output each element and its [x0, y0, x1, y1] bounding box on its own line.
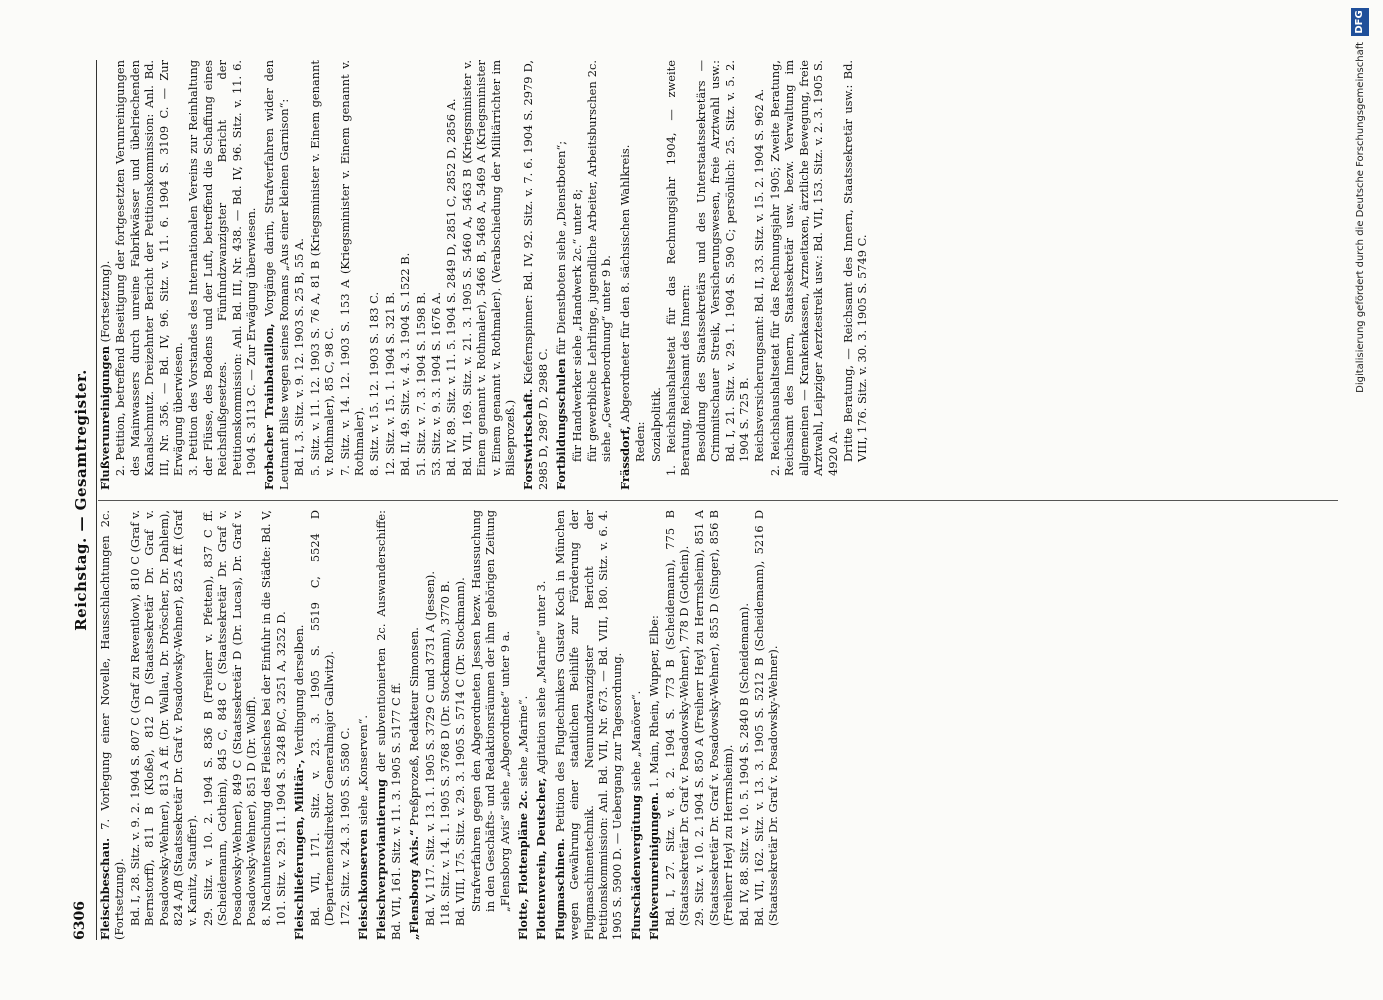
page-header: [70, 60, 97, 940]
entry-line: [292, 510, 306, 940]
entry-text: Bd. II, 49. Sitz. v. 4. 3. 1904 S. 1522 B.: [398, 252, 413, 476]
entry-line: [752, 60, 766, 490]
entry-text: Bd. VIII, 175. Sitz. v. 29. 3. 1905 S. 5714 C (Dr. Stockmann).: [453, 577, 468, 926]
entry-line: [737, 510, 751, 940]
entry-text: Bd. VII, 169. Sitz. v. 21. 3. 1905 S. 5460 A, 5463 B (Kriegsminister v. Einem genannt v. Rothmaler), 5466 B, 5468 A, 5469 A (Kriegsminister v. Einem genannt v. Rothmaler). (Verabschiedung der Militärrichter im Bilseprozeß.): [459, 60, 517, 476]
register-entry: [292, 510, 352, 940]
entry-text: siehe „Manöver“.: [628, 690, 643, 792]
entry-text: 8. Nachuntersuchung des Fleisches bei der Einfuhr in die Städte: Bd. V, 101. Sitz. v. 29. 11. 1904 S. 3248 B/C, 3251 A, 3252 D.: [259, 510, 288, 926]
entry-text: Bd. IV, 88. Sitz. v. 10. 5. 1904 S. 2840 B (Scheidemann).: [736, 603, 751, 926]
entry-line: [407, 510, 421, 940]
entry-line: [414, 60, 428, 490]
entry-heading: Flottenverein, Deutscher,: [534, 777, 549, 940]
entry-line: [367, 60, 381, 490]
entry-heading: Forbacher Trainbataillon,: [262, 323, 277, 490]
entry-heading: Fleischlieferungen, Militär-,: [292, 759, 307, 940]
left-column: [98, 510, 1338, 940]
entry-text: Sozialpolitik.: [648, 387, 663, 462]
register-entry: [521, 60, 550, 490]
entry-line: [383, 60, 397, 490]
entry-text: 29. Sitz. v. 10. 2. 1904 S. 850 A (Freiherr Heyl zu Herrnsheim), 851 A (Staatssekretär Dr. Graf v. Posadowsky-Wehner), 855 D (Singer), 856 B (Freiherr Heyl zu Herrnsheim).: [692, 510, 736, 926]
register-entry: [629, 510, 643, 940]
entry-text: Bd. VII, 162. Sitz. v. 13. 3. 1905 S. 5212 B (Scheidemann), 5216 D (Staatssekretär Dr. Graf v. Posadowsky-Wehner).: [752, 510, 781, 926]
entry-text: 5. Sitz. v. 11. 12. 1903 S. 76 A, 81 B (Kriegsminister v. Einem genannt v. Rothmaler), 85 C, 98 C.: [307, 60, 337, 476]
entry-heading: Flußverunreinigungen.: [647, 792, 662, 940]
register-entry: [554, 60, 614, 490]
entry-text: für Handwerker siehe „Handwerk 2c.“ unter 8;: [569, 188, 584, 462]
register-columns: [98, 60, 1338, 940]
register-entry: [98, 60, 258, 490]
entry-text: 3. Petition des Vorstandes des Internationalen Vereins zur Reinhaltung der Flüsse, des Bodens und der Luft, betreffend die Schaffung eines Reichsflußgesetzes. Fünfundzwanzigster Bericht der Petitionskommission: Anl. Bd. III, Nr. 438. — Bd. IV, 96. Sitz. v. 11. 6. 1904 S. 3113 C. — Zur Erwägung überwiesen.: [186, 60, 259, 476]
entry-line: [259, 510, 288, 940]
register-entry: [98, 510, 288, 940]
entry-line: [534, 510, 548, 940]
entry-line: [692, 510, 735, 940]
entry-line: [262, 60, 291, 490]
entry-heading: Fleischkonserven: [355, 828, 370, 940]
right-column: [98, 60, 1338, 490]
entry-text: 8. Sitz. v. 15. 12. 1903 S. 183 C.: [367, 291, 382, 476]
entry-text: Vorgänge darin, Strafverfahren wider den Leutnant Bilse wegen seines Romans „Aus einer kleinen Garnison“:: [262, 60, 291, 490]
entry-text: (Fortsetzung).: [98, 260, 112, 343]
entry-text: 118. Sitz. v. 14. 1. 1905 S. 3768 D (Dr. Stockmann), 3770 B.: [437, 580, 452, 926]
page-number: 6306: [72, 901, 88, 940]
entry-heading: Fortbildungsschulen: [554, 358, 569, 490]
entry-heading: Fleischverproviantierung: [374, 778, 389, 940]
entry-line: [338, 60, 367, 490]
entry-text: 7. Sitz. v. 14. 12. 1903 S. 153 A (Kriegsminister v. Einem genannt v. Rothmaler).: [337, 60, 366, 476]
entry-text: Strafverfahren gegen den Abgeordneten Jessen bezw. Haussuchung in den Geschäfts- und Redaktionsräumen der ihm gehörigen Zeitung „Flensborg Avis“ siehe „Abgeordnete“ unter 9 a.: [468, 510, 512, 912]
entry-text: 7. Vorlegung einer Novelle, Hausschlachtungen 2c. (Fortsetzung).: [98, 510, 127, 940]
entry-text: der subventionierten 2c. Auswanderschiffe: Bd. VII, 161. Sitz. v. 11. 3. 1905 S. 5177 C ff.: [374, 510, 403, 940]
register-entry: [262, 60, 517, 490]
entry-line: [629, 510, 643, 940]
entry-text: für Dienstboten siehe „Dienstboten“;: [554, 140, 569, 355]
digitization-note: Digitalisierung gefördert durch die Deutsche Forschungsgemeinschaft: [1354, 42, 1366, 393]
register-entry: [407, 510, 512, 940]
entry-text: Petition des Flugtechnikers Gustav Koch in München wegen Gewährung einer staatlichen Beihilfe zur Förderung der Flugmaschinentechnik. Neunundzwanzigster Bericht der Petitionskommission: Anl. Bd. VII, Nr. 673. — Bd. VIII, 180. Sitz. v. 6. 4. 1905 S. 5900 D. — Uebergang zur Tagesordnung.: [552, 510, 625, 940]
entry-line: [618, 60, 632, 490]
entry-line: [356, 510, 370, 940]
entry-line: [201, 510, 259, 940]
entry-text: Kiefernspinner: Bd. IV, 92. Sitz. v. 7. 6. 1904 S. 2979 D, 2985 D, 2987 D, 2988 C.: [521, 60, 550, 490]
entry-line: [453, 510, 467, 940]
entry-line: [292, 60, 306, 490]
register-entry: [356, 510, 370, 940]
column-divider: [98, 500, 1338, 501]
entry-line: [460, 60, 518, 490]
digitization-footer: [1345, 0, 1375, 1000]
entry-line: [633, 60, 647, 490]
entry-text: für gewerbliche Lehrlinge, jugendliche Arbeiter, Arbeitsburschen 2c. siehe „Gewerbeordnung“ unter 9 b.: [585, 60, 614, 462]
entry-line: [664, 60, 693, 490]
entry-line: [423, 510, 437, 940]
register-entry: [374, 510, 403, 940]
register-entry: [618, 60, 870, 490]
entry-line: [663, 510, 692, 940]
entry-text: 53. Sitz. v. 9. 3. 1904 S. 1676 A.: [428, 291, 443, 476]
entry-text: 1. Reichshaushaltsetat für das Rechnungsjahr 1904, — zweite Beratung, Reichsamt des Innern:: [664, 60, 693, 476]
header-title: Reichstag. — Gesamtregister.: [72, 369, 90, 631]
entry-text: Bd. I, 27. Sitz. v. 8. 2. 1904 S. 773 B (Scheidemann), 775 B (Staatssekretär Dr. Graf v. Posadowsky-Wehner), 778 D (Gothein).: [662, 510, 692, 926]
entry-heading: „Flensborg Avis.“: [407, 829, 422, 940]
entry-text: Bd. VII, 171. Sitz. v. 23. 3. 1905 S. 5519 C, 5524 D (Departementsdirektor Generalmajor Gallwitz).: [307, 510, 337, 926]
entry-text: 51. Sitz. v. 7. 3. 1904 S. 1598 B.: [413, 291, 428, 476]
entry-line: [752, 510, 781, 940]
entry-line: [308, 510, 337, 940]
entry-text: Reichsversicherungsamt: Bd. II, 33. Sitz. v. 15. 2. 1904 S. 962 A.: [752, 88, 767, 462]
register-entry: [647, 510, 781, 940]
entry-line: [768, 60, 840, 490]
entry-line: [554, 60, 568, 490]
entry-line: [186, 60, 258, 490]
entry-text: Besoldung des Staatssekretärs und des Unterstaatssekretärs — Crimmitschauer Streik, Versicherungswesen, freie Arztwahl usw.: Bd. I, 21. Sitz. v. 29. 1. 1904 S. 590 C; persönlich: 25. Sitz. v. 5. 2. 1904 S. 725 B.: [693, 60, 752, 462]
entry-heading: Flugmaschinen.: [552, 838, 567, 940]
entry-line: [398, 60, 412, 490]
entry-line: [429, 60, 443, 490]
entry-line: [516, 510, 530, 940]
entry-line: [438, 510, 452, 940]
register-entry: [534, 510, 548, 940]
entry-text: Bd. I, 3. Sitz. v. 9. 12. 1903 S. 25 B, 55 A.: [292, 238, 307, 476]
entry-text: 2. Petition, betreffend Beseitigung der fortgesetzten Verunreinigungen des Mainwassers durch unreine Fabrikwässer und übelriechenden Kanalschmutz. Dreizehnter Bericht der Petitionskommission: Anl. Bd. III, Nr. 356. — Bd. IV, 96. Sitz. v. 11. 6. 1904 S. 3109 C. — Zur Erwägung überwiesen.: [113, 60, 186, 476]
entry-text: Abgeordneter für den 8. sächsischen Wahlkreis.: [617, 144, 632, 423]
entry-line: [98, 510, 127, 940]
entry-text: Agitation siehe „Marine“ unter 3.: [534, 580, 549, 774]
entry-text: 1. Main, Rhein, Wupper, Elbe:: [647, 615, 662, 789]
entry-line: [444, 60, 458, 490]
entry-line: [570, 60, 584, 490]
dfg-logo-icon: DFG: [1351, 8, 1369, 36]
entry-text: siehe „Konserven“.: [355, 714, 370, 826]
entry-text: siehe „Marine“.: [515, 695, 530, 787]
entry-line: [308, 60, 337, 490]
entry-line: [338, 510, 352, 940]
entry-text: Verdingung derselben.: [292, 624, 307, 756]
entry-line: [841, 60, 870, 490]
entry-line: [694, 60, 752, 490]
entry-line: [647, 510, 661, 940]
entry-heading: Flußverunreinigungen: [98, 346, 112, 490]
entry-heading: Frässdorf,: [617, 425, 632, 490]
entry-line: [469, 510, 512, 940]
entry-line: [374, 510, 403, 940]
entry-line: [553, 510, 625, 940]
entry-text: Reden:: [633, 421, 648, 462]
entry-heading: Forstwirtschaft.: [521, 388, 536, 490]
entry-text: Bd. V, 117. Sitz. v. 13. 1. 1905 S. 3729 C und 3731 A (Jessen).: [422, 571, 437, 926]
entry-text: 29. Sitz. v. 10. 2. 1904 S. 836 B (Freiherr v. Pfetten), 837 C ff. (Scheidemann, Gothein), 845 C, 848 C (Staatssekretär Dr. Graf v. Posadowsky-Wehner), 849 C (Staatssekretär D (Dr. Lucas), Dr. Graf v. Posadowsky-Wehner), 851 D (Dr. Wolff).: [200, 510, 259, 926]
entry-text: Preßprozeß, Redakteur Simonsen.: [407, 627, 422, 826]
entry-text: Bd. IV, 89. Sitz. v. 11. 5. 1904 S. 2849 D, 2851 C, 2852 D, 2856 A.: [444, 98, 459, 476]
entry-text: Dritte Beratung, — Reichsamt des Innern, Staatssekretär usw.: Bd. VIII, 176. Sitz. v. 30. 3. 1905 S. 5749 C.: [840, 60, 870, 462]
entry-line: [585, 60, 614, 490]
entry-line: [113, 60, 185, 490]
entry-text: 2. Reichshaushaltsetat für das Rechnungsjahr 1905; Zweite Beratung, Reichsamt des Innern, Staatssekretär usw. bezw. Verwaltung im allgemeinen — Krankenkassen, Arzneitaxen, ärztliche Bewegung, freie Arztwahl, Leipziger Aerztestreik usw.: Bd. VII, 153. Sitz. v. 2. 3. 1905 S. 4920 A.: [767, 60, 840, 476]
entry-line: [98, 60, 112, 490]
register-entry: [553, 510, 625, 940]
register-entry: [516, 510, 530, 940]
entry-line: [521, 60, 550, 490]
entry-heading: Flurschädenvergütung: [628, 794, 643, 940]
entry-heading: Flotte, Flottenpläne 2c.: [515, 790, 530, 940]
entry-text: 172. Sitz. v. 24. 3. 1905 S. 5580 C.: [337, 727, 352, 926]
entry-text: Bd. I, 28. Sitz. v. 9. 2. 1904 S. 807 C (Graf zu Reventlow), 810 C (Graf v. Bernstorff), 811 B (Kloße), 812 D (Staatssekretär Dr. Graf v. Posadowsky-Wehner), 813 A ff. (Dr. Wallau, Dr. Dröscher, Dr. Dahlem), 824 A/B (Staatssekretär Dr. Graf v. Posadowsky-Wehner), 825 A ff. (Graf v. Kanitz, Stauffer).: [127, 510, 200, 926]
entry-line: [649, 60, 663, 490]
entry-heading: Fleischbeschau.: [98, 837, 112, 940]
entry-text: 12. Sitz. v. 15. 1. 1904 S. 321 B.: [382, 291, 397, 476]
entry-line: [128, 510, 200, 940]
